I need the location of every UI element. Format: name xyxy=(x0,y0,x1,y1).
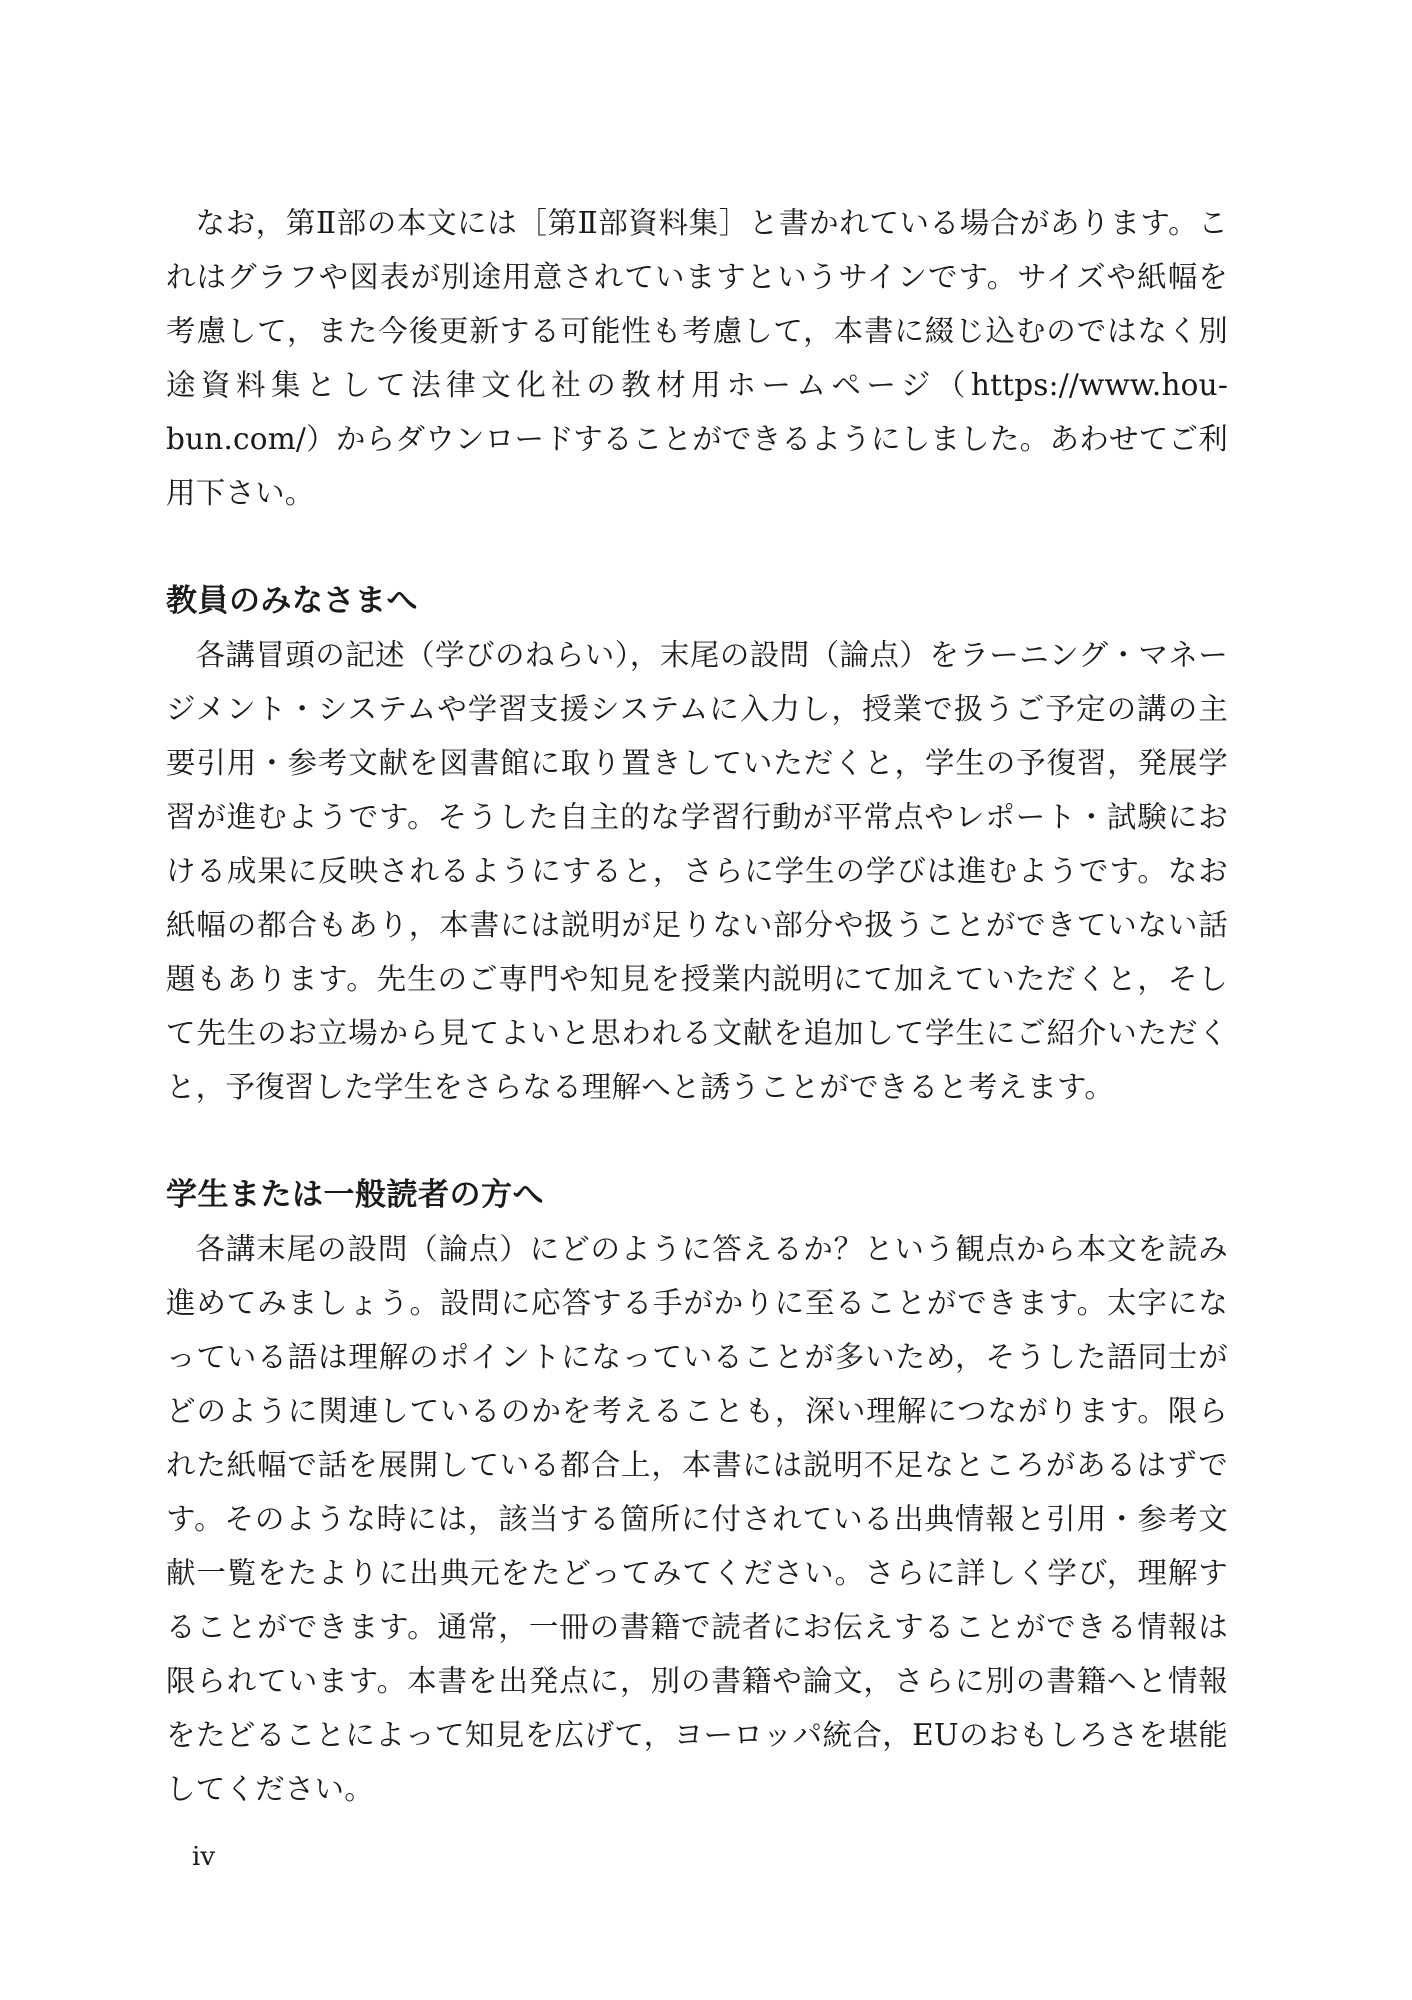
intro-paragraph: なお，第Ⅱ部の本文には［第Ⅱ部資料集］と書かれている場合があります。これはグラフや図表が別途用意されていますというサインです。サイズや紙幅を考慮して，また今後更新する可能性も考慮して，本書に綴じ込むのではなく別途資料集として法律文化社の教材用ホームページ（https://www.hou-bun.com/）からダウンロードすることができるようにしました。あわせてご利用下さい。 xyxy=(166,206,1228,510)
students-paragraph: 各講末尾の設問（論点）にどのように答えるか？という観点から本文を読み進めてみましょう。設問に応答する手がかりに至ることができます。太字になっている語は理解のポイントになっていることが多いため，そうした語同士がどのように関連しているのかを考えることも，深い理解につながります。限られた紙幅で話を展開している都合上，本書には説明不足なところがあるはずです。そのような時には，該当する箇所に付されている出典情報と引用・参考文献一覧をたよりに出典元をたどってみてください。さらに詳しく学び，理解することができます。通常，一冊の書籍で読者にお伝えすることができる情報は限られています。本書を出発点に，別の書籍や論文，さらに別の書籍へと情報をたどることによって知見を広げて，ヨーロッパ統合，EUのおもしろさを堪能してください。 xyxy=(166,1232,1228,1806)
teachers-heading: 教員のみなさまへ xyxy=(166,583,418,619)
page-body xyxy=(166,196,1228,1816)
section-gap xyxy=(166,1114,1228,1168)
page-number: iv xyxy=(192,1842,216,1872)
section-gap xyxy=(166,520,1228,574)
teachers-paragraph: 各講冒頭の記述（学びのねらい），末尾の設問（論点）をラーニング・マネージメント・システムや学習支援システムに入力し，授業で扱うご予定の講の主要引用・参考文献を図書館に取り置きしていただくと，学生の予復習，発展学習が進むようです。そうした自主的な学習行動が平常点やレポート・試験における成果に反映されるようにすると，さらに学生の学びは進むようです。なお紙幅の都合もあり，本書には説明が足りない部分や扱うことができていない話題もあります。先生のご専門や知見を授業内説明にて加えていただくと，そして先生のお立場から見てよいと思われる文献を追加して学生にご紹介いただくと，予復習した学生をさらなる理解へと誘うことができると考えます。 xyxy=(166,638,1228,1104)
students-heading: 学生または一般読者の方へ xyxy=(166,1177,544,1213)
